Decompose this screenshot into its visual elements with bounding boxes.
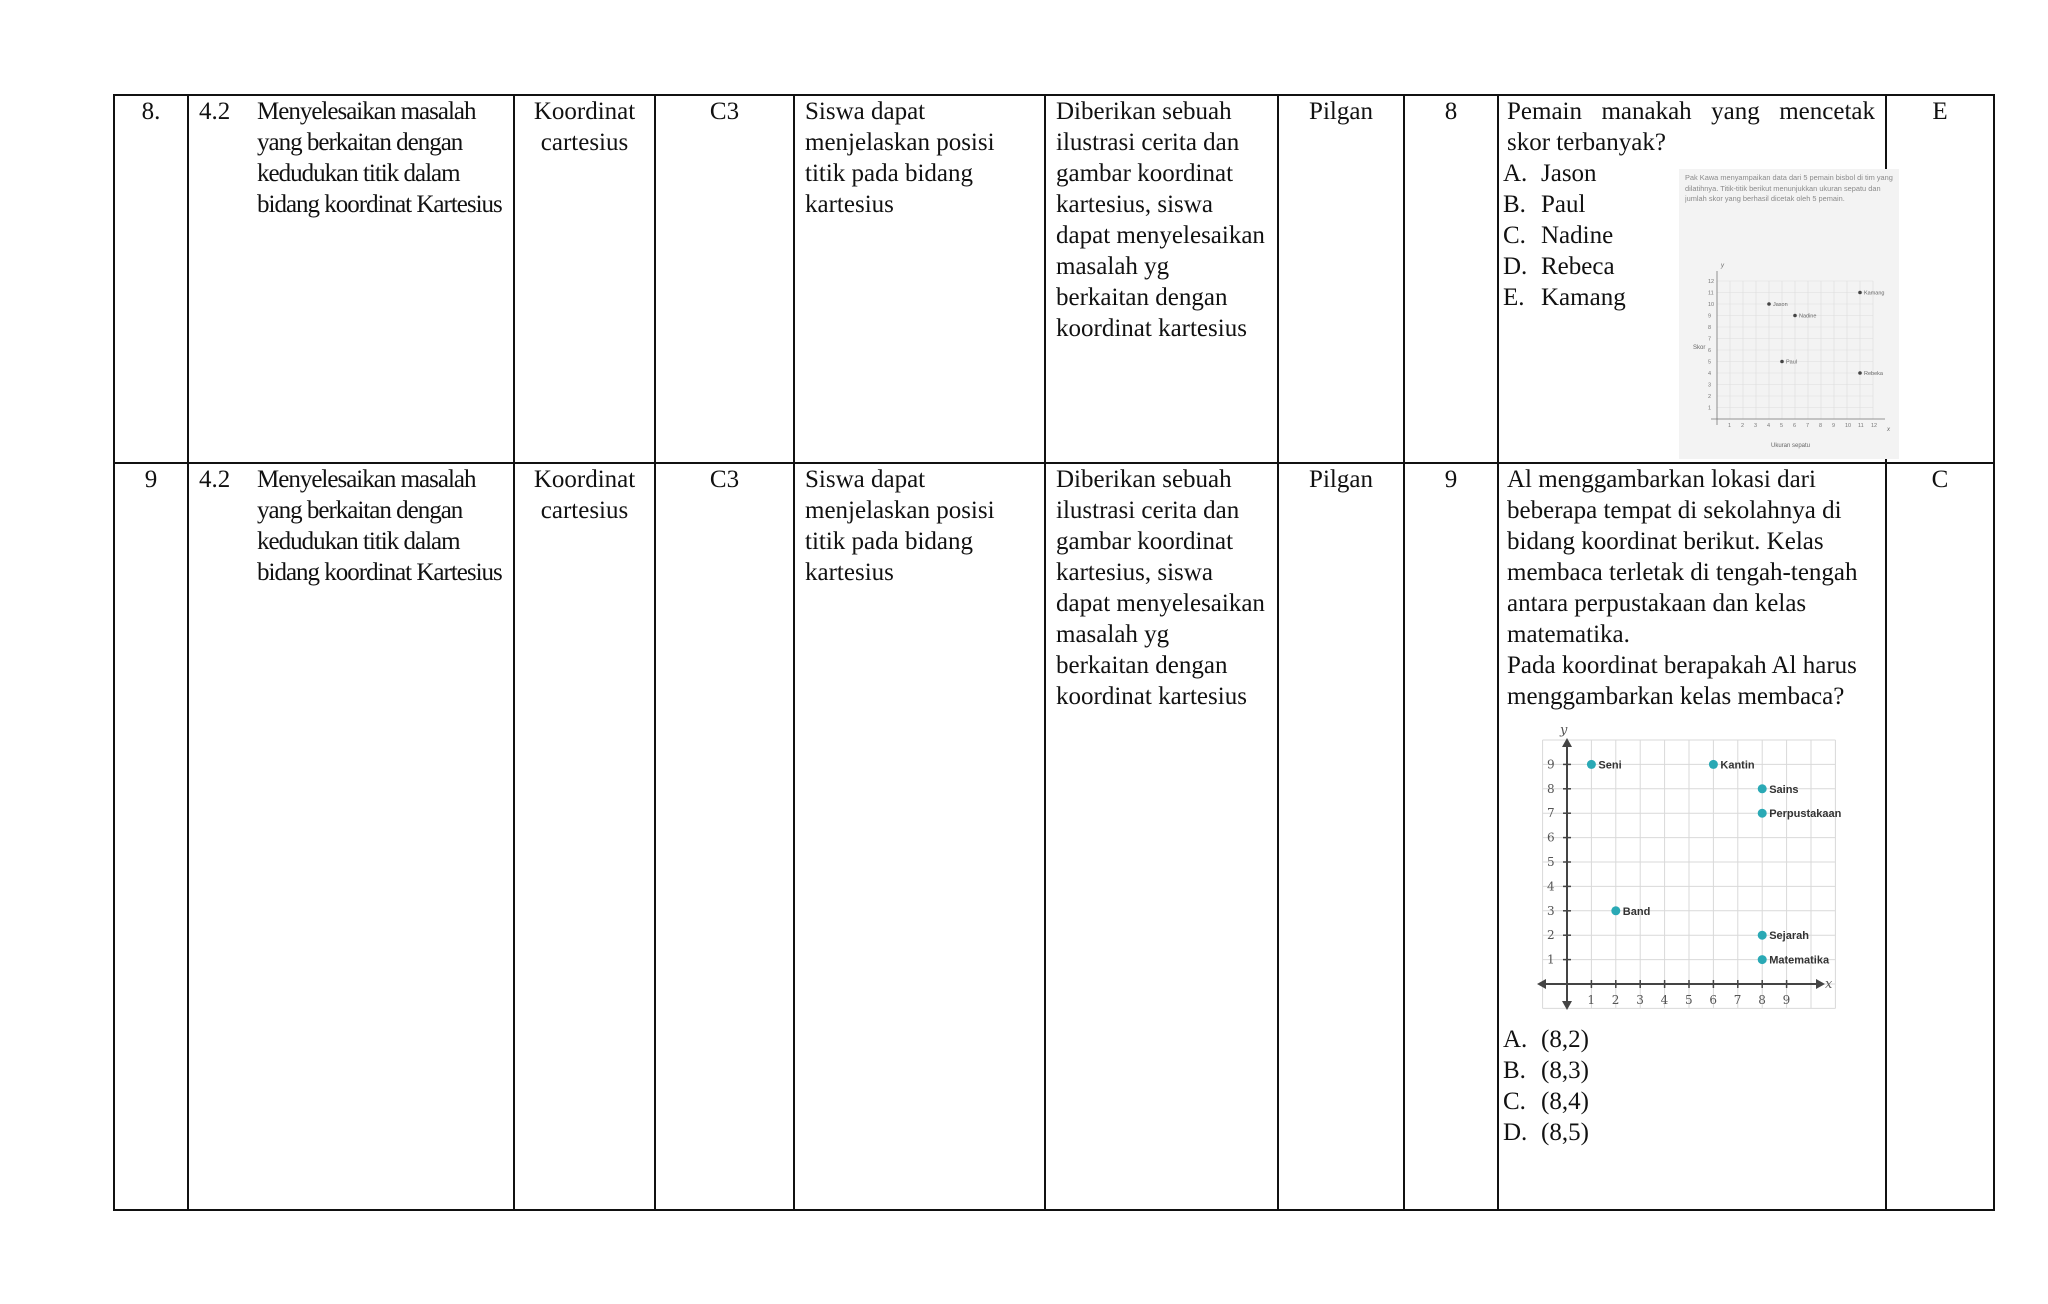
coordinate-plane-figure [1521,722,1851,1022]
nomor-soal: 8 [1404,95,1498,463]
x-tick-label: 3 [1754,423,1758,429]
indikator: Siswa dapat menjelaskan posisi titik pada bidang kartesius [794,95,1045,463]
kompetensi-dasar [188,95,514,463]
y-tick-label: 3 [1547,903,1555,918]
materi: Koordinat cartesius [514,463,655,1210]
option-item: D. (8,5) [1503,1119,1589,1146]
soal-cell [1498,463,1886,1210]
kd-text: Menyelesaikan masalah yang berkaitan dengan kedudukan titik dalam bidang koordinat Kartesius [257,98,502,218]
y-tick-label: 9 [1547,757,1555,772]
x-tick-label: 7 [1806,423,1810,429]
options-list [1503,1024,1875,1148]
y-tick-label: 11 [1708,290,1714,297]
kd-number: 4.2 [199,466,231,493]
table-row [114,95,1994,463]
x-tick-label: 1 [1728,423,1732,429]
x-tick-label: 2 [1611,993,1620,1007]
indikator: Siswa dapat menjelaskan posisi titik pada bidang kartesius [794,463,1045,1210]
location-point [1758,931,1767,940]
x-tick-label: 5 [1780,423,1784,429]
soal-cell [1498,95,1893,463]
x-tick-label: 12 [1871,423,1878,429]
location-label: Seni [1598,759,1622,772]
option-item: E. Kamang [1503,284,1626,311]
scatter-figure-thumbnail [1679,169,1899,459]
location-point [1709,760,1718,769]
x-axis-letter: x [1825,977,1833,992]
y-tick-label: 12 [1708,279,1715,285]
x-tick-label: 9 [1832,423,1836,429]
y-tick-label: 4 [1547,879,1555,894]
x-tick-label: 2 [1741,423,1745,429]
x-axis-arrow-left [1537,979,1546,989]
location-point [1611,906,1620,915]
x-tick-label: 11 [1858,423,1864,429]
x-tick-label: 8 [1819,423,1823,429]
location-label: Sains [1769,783,1799,796]
table-row [114,463,1994,1210]
question-prompt: Pada koordinat berapakah Al harus menggambarkan kelas membaca? [1507,652,1857,710]
level-kognitif: C3 [655,95,794,463]
point-label: Paul [1786,359,1798,366]
x-tick-label: 9 [1782,993,1791,1007]
bentuk-soal: Pilgan [1278,95,1404,463]
y-tick-label: 1 [1708,405,1712,412]
x-tick-label: 3 [1636,993,1644,1007]
location-label: Perpustakaan [1769,808,1842,821]
option-item: A. (8,2) [1503,1026,1589,1053]
data-point [1858,291,1862,295]
kd-number: 4.2 [199,98,231,125]
x-tick-label: 5 [1685,993,1693,1007]
location-point [1758,784,1767,793]
option-item: C. Nadine [1503,222,1614,249]
option-item: B. Paul [1503,191,1586,218]
indikator-soal: Diberikan sebuah ilustrasi cerita dan gambar koordinat kartesius, siswa dapat menyelesaikan masalah yg berkaitan dengan koordinat kartesius [1045,463,1278,1210]
option-item: A. Jason [1503,160,1597,187]
figure-intro-text: Pak Kawa menyampaikan data dari 5 pemain bisbol di tim yang dilatihnya. Titik-titik berikut menunjukkan ukuran sepatu dan jumlah skor yang berhasil dicetak oleh 5 pemain. [1685,173,1893,204]
location-point [1587,760,1596,769]
data-point [1793,314,1797,318]
x-tick-label: 1 [1587,993,1596,1007]
option-item: C. (8,4) [1503,1088,1589,1115]
y-tick-label: 7 [1547,806,1555,821]
y-tick-label: 2 [1708,394,1712,400]
question-text: Pemain manakah yang mencetak skor terbanyak? [1507,98,1875,156]
question-text: Al menggambarkan lokasi dari beberapa tempat di sekolahnya di bidang koordinat berikut. Kelas membaca terletak di tengah-tengah antara perpustakaan dan kelas matematika. [1507,466,1858,648]
kd-text: Menyelesaikan masalah yang berkaitan dengan kedudukan titik dalam bidang koordinat Kartesius [257,466,502,586]
y-tick-label: 4 [1708,371,1712,377]
x-tick-label: 7 [1733,993,1742,1007]
point-label: Rebeka [1864,371,1883,377]
y-tick-label: 5 [1708,359,1712,366]
nomor-soal: 9 [1404,463,1498,1210]
kompetensi-dasar [188,463,514,1210]
location-label: Kantin [1720,759,1755,772]
location-point [1758,809,1767,818]
y-axis-letter: y [1560,723,1568,738]
y-tick-label: 8 [1547,781,1555,796]
location-point [1758,955,1767,964]
y-tick-label: 6 [1708,348,1712,354]
y-axis-arrow [1562,738,1572,747]
x-axis-arrow [1816,979,1825,989]
point-label: Kamang [1864,290,1885,297]
kunci-jawaban: C [1886,463,1994,1210]
y-tick-label: 2 [1547,928,1555,943]
y-tick-label: 8 [1708,325,1712,331]
x-tick-label: 4 [1660,993,1669,1007]
kisi-kisi-table [113,94,1995,1211]
option-item: B. (8,3) [1503,1057,1589,1084]
location-label: Band [1622,905,1651,918]
location-label: Matematika [1769,954,1830,967]
indikator-soal: Diberikan sebuah ilustrasi cerita dan gambar koordinat kartesius, siswa dapat menyelesaikan masalah yg berkaitan dengan koordinat kartesius [1045,95,1278,463]
data-point [1767,302,1771,306]
x-tick-label: 8 [1758,993,1766,1007]
level-kognitif: C3 [655,463,794,1210]
materi: Koordinat cartesius [514,95,655,463]
kunci-jawaban: E [1886,95,1994,463]
data-point [1858,371,1862,375]
x-axis-label: Ukuran sepatu [1771,443,1811,449]
y-tick-label: 9 [1708,313,1712,320]
y-tick-label: 7 [1708,336,1712,343]
data-point [1780,360,1784,364]
x-tick-label: 6 [1793,423,1797,429]
x-tick-label: 4 [1767,423,1771,429]
point-label: Nadine [1799,313,1817,320]
row-number: 9 [114,463,188,1210]
y-tick-label: 5 [1547,855,1555,869]
x-axis-letter: x [1887,427,1890,433]
y-tick-label: 6 [1547,830,1555,845]
x-tick-label: 10 [1845,423,1852,429]
y-tick-label: 3 [1708,382,1712,389]
y-axis-letter: y [1721,263,1724,269]
y-tick-label: 1 [1547,952,1555,967]
y-axis-label: Skor [1693,345,1706,351]
row-number: 8. [114,95,188,463]
point-label: Jason [1773,302,1788,308]
y-tick-label: 10 [1708,302,1715,308]
location-label: Sejarah [1769,930,1809,943]
option-item: D. Rebeca [1503,253,1615,280]
x-tick-label: 6 [1709,993,1718,1007]
bentuk-soal: Pilgan [1278,463,1404,1210]
